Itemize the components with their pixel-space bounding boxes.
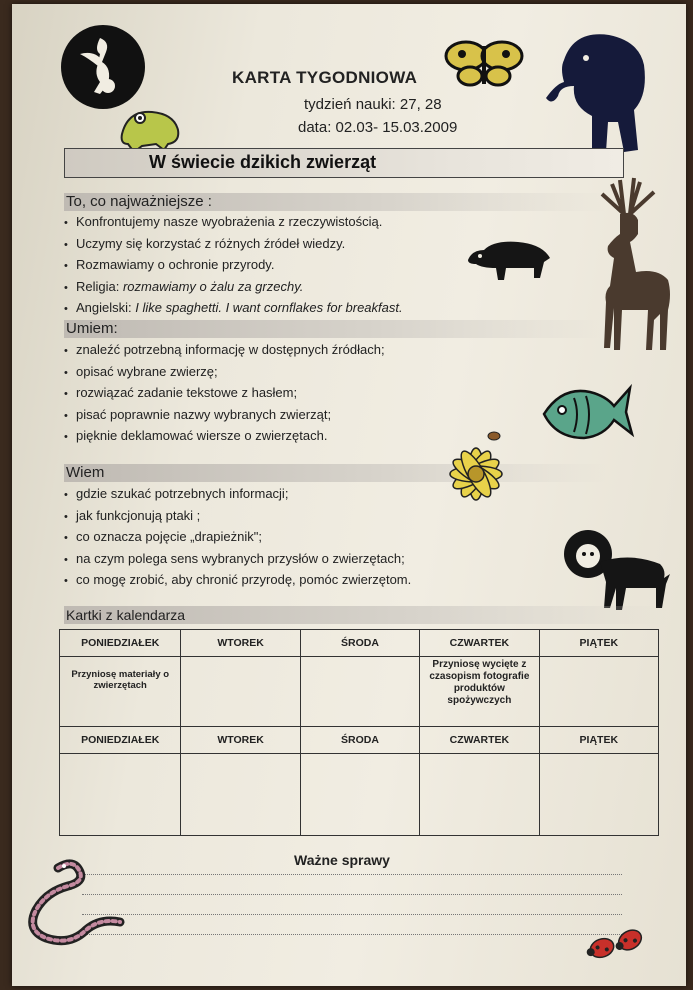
list-item: • pięknie deklamować wiersze o zwierzętach. [64, 426, 385, 448]
list-item: • co oznacza pojęcie „drapieżnik"; [64, 527, 411, 549]
table-row [60, 727, 659, 754]
calendar-note-cell [539, 657, 658, 727]
day-header: PONIEDZIAŁEK [60, 727, 181, 754]
list-item: • znaleźć potrzebną informację w dostępnych źródłach; [64, 340, 385, 362]
day-header: PIĄTEK [539, 630, 658, 657]
flower-bee-icon [444, 428, 512, 504]
date-range: data: 02.03- 15.03.2009 [298, 119, 458, 136]
butterfly-icon [444, 38, 524, 88]
list-item: • Religia: rozmawiamy o żalu za grzechy. [64, 278, 304, 294]
bullet: • [64, 409, 68, 422]
table-row [60, 657, 659, 727]
study-week: tydzień nauki: 27, 28 [304, 96, 442, 113]
bullet: • [64, 575, 68, 587]
bullet: • [64, 553, 68, 566]
table-row [60, 630, 659, 657]
writing-line[interactable] [82, 874, 622, 875]
fish-icon [538, 376, 634, 452]
most-important-heading: To, co najważniejsze : [64, 193, 606, 211]
ladybug-icon [586, 924, 650, 964]
table-row [60, 754, 659, 836]
bullet: • [64, 388, 68, 400]
writing-line[interactable] [82, 914, 622, 915]
day-header: ŚRODA [300, 727, 419, 754]
weekly-card-sheet [12, 4, 686, 986]
calendar-note-cell [300, 657, 419, 727]
bullet: • [64, 489, 68, 501]
bullet: • [64, 345, 68, 357]
frog-icon [116, 104, 186, 152]
calendar-note-cell [539, 754, 658, 836]
wiem-heading: Wiem [64, 464, 606, 482]
day-header: CZWARTEK [420, 630, 539, 657]
day-header: PIĄTEK [539, 727, 658, 754]
list-item: • gdzie szukać potrzebnych informacji; [64, 484, 411, 506]
list-item: • Angielski: I like spaghetti. I want cornflakes for breakfast. [64, 300, 403, 315]
list-item: • rozwiązać zadanie tekstowe z hasłem; [64, 383, 385, 405]
theme-title: W świecie dzikich zwierząt [149, 152, 377, 172]
umiem-heading: Umiem: [64, 320, 606, 338]
day-header: PONIEDZIAŁEK [60, 630, 181, 657]
stork-icon [60, 24, 146, 110]
writing-line[interactable] [82, 894, 622, 895]
day-header: WTOREK [181, 727, 300, 754]
bullet: • [64, 431, 68, 443]
list-item: • co mogę zrobić, aby chronić przyrodę, pomóc zwierzętom. [64, 570, 411, 592]
boar-icon [464, 236, 554, 286]
bullet: • [64, 510, 68, 523]
calendar-note-cell: Przyniosę wycięte z czasopism fotografie produktów spożywczych [420, 657, 539, 727]
theme-banner [64, 148, 624, 178]
bullet: • [64, 532, 68, 544]
list-item: • jak funkcjonują ptaki ; [64, 506, 411, 528]
calendar-heading: Kartki z kalendarza [64, 606, 666, 624]
card-title: KARTA TYGODNIOWA [232, 68, 418, 87]
umiem-list [64, 340, 385, 448]
important-heading: Ważne sprawy [294, 852, 390, 868]
list-item: • na czym polega sens wybranych przysłów o zwierzętach; [64, 549, 411, 571]
list-item: • opisać wybrane zwierzę; [64, 362, 385, 384]
calendar-note-cell [181, 657, 300, 727]
day-header: CZWARTEK [420, 727, 539, 754]
list-item: • pisać poprawnie nazwy wybranych zwierząt; [64, 405, 385, 427]
calendar-note-cell: Przyniosę materiały o zwierzętach [60, 657, 181, 727]
calendar-note-cell [420, 754, 539, 836]
lion-icon [560, 526, 672, 610]
day-header: ŚRODA [300, 630, 419, 657]
list-item: • Rozmawiamy o ochronie przyrody. [64, 257, 275, 272]
calendar-note-cell [60, 754, 181, 836]
list-item: • Uczymy się korzystać z różnych źródeł wiedzy. [64, 235, 346, 251]
day-header: WTOREK [181, 630, 300, 657]
snake-icon [18, 856, 124, 948]
calendar-note-cell [300, 754, 419, 836]
calendar-note-cell [181, 754, 300, 836]
list-item: • Konfrontujemy nasze wyobrażenia z rzeczywistością. [64, 214, 383, 229]
wiem-list [64, 484, 411, 592]
most-important-list [64, 212, 403, 320]
calendar-table [59, 629, 659, 836]
writing-line[interactable] [82, 934, 622, 935]
bullet: • [64, 366, 68, 379]
